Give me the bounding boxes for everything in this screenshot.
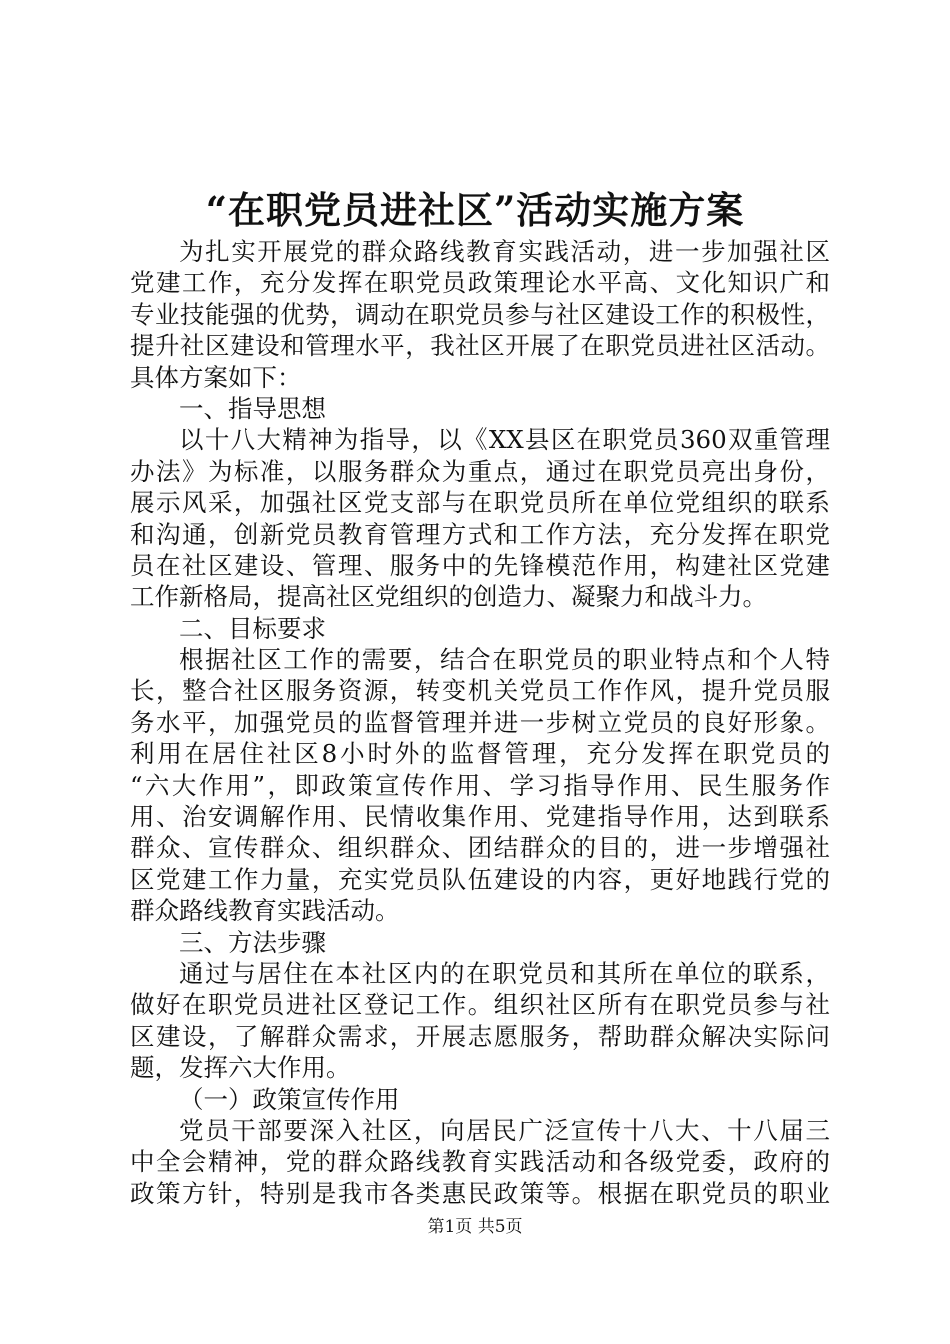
paragraph-line: 提升社区建设和管理水平，我社区开展了在职党员进社区活动。 — [130, 331, 830, 361]
paragraph-line: 通过与居住在本社区内的在职党员和其所在单位的联系， — [179, 958, 830, 988]
paragraph-line: 用、治安调解作用、民情收集作用、党建指导作用，达到联系 — [130, 802, 830, 832]
paragraph-line: 为扎实开展党的群众路线教育实践活动，进一步加强社区 — [179, 237, 830, 266]
section-heading: 一、指导思想 — [179, 393, 326, 423]
paragraph-line: 根据社区工作的需要，结合在职党员的职业特点和个人特 — [179, 645, 830, 675]
paragraph-line: 群众路线教育实践活动。 — [130, 896, 400, 926]
paragraph-line: 题，发挥六大作用。 — [130, 1053, 351, 1083]
paragraph-line: “六大作用”，即政策宣传作用、学习指导作用、民生服务作 — [130, 770, 830, 800]
paragraph-line: 工作新格局，提高社区党组织的创造力、凝聚力和战斗力。 — [130, 582, 767, 612]
paragraph-line: 长，整合社区服务资源，转变机关党员工作作风，提升党员服 — [130, 676, 830, 706]
paragraph-line: 党建工作，充分发挥在职党员政策理论水平高、文化知识广和 — [130, 268, 830, 298]
paragraph-line: 政策方针，特别是我市各类惠民政策等。根据在职党员的职业 — [130, 1178, 830, 1208]
paragraph-line: 以十八大精神为指导，以《XX县区在职党员360双重管理 — [179, 425, 830, 455]
paragraph-line: 党员干部要深入社区，向居民广泛宣传十八大、十八届三 — [179, 1115, 830, 1145]
paragraph-line: 务水平，加强党员的监督管理并进一步树立党员的良好形象。 — [130, 707, 830, 737]
section-heading: 二、目标要求 — [179, 613, 326, 643]
paragraph-line: 办法》为标准，以服务群众为重点，通过在职党员亮出身份， — [130, 456, 830, 486]
paragraph-line: 区党建工作力量，充实党员队伍建设的内容，更好地践行党的 — [130, 864, 830, 894]
paragraph-line: 专业技能强的优势，调动在职党员参与社区建设工作的积极性， — [130, 299, 830, 329]
paragraph-line: 中全会精神，党的群众路线教育实践活动和各级党委，政府的 — [130, 1147, 830, 1177]
paragraph-line: 和沟通，创新党员教育管理方式和工作方法，充分发挥在职党 — [130, 519, 830, 549]
paragraph-line: 具体方案如下： — [130, 362, 302, 392]
paragraph-line: 员在社区建设、管理、服务中的先锋模范作用，构建社区党建 — [130, 550, 830, 580]
document-body — [130, 236, 830, 1209]
paragraph-line: 区建设，了解群众需求，开展志愿服务，帮助群众解决实际问 — [130, 1021, 830, 1051]
paragraph-line: 群众、宣传群众、组织群众、团结群众的目的，进一步增强社 — [130, 833, 830, 863]
document-title: “在职党员进社区”活动实施方案 — [205, 188, 745, 232]
paragraph-line: 展示风采，加强社区党支部与在职党员所在单位党组织的联系 — [130, 488, 830, 518]
subsection-heading: （一）政策宣传作用 — [179, 1084, 400, 1114]
paragraph-line: 做好在职党员进社区登记工作。组织社区所有在职党员参与社 — [130, 990, 830, 1020]
page-footer: 第1页 共5页 — [427, 1217, 523, 1237]
section-heading: 三、方法步骤 — [179, 927, 326, 957]
paragraph-line: 利用在居住社区8小时外的监督管理，充分发挥在职党员的 — [130, 739, 830, 769]
